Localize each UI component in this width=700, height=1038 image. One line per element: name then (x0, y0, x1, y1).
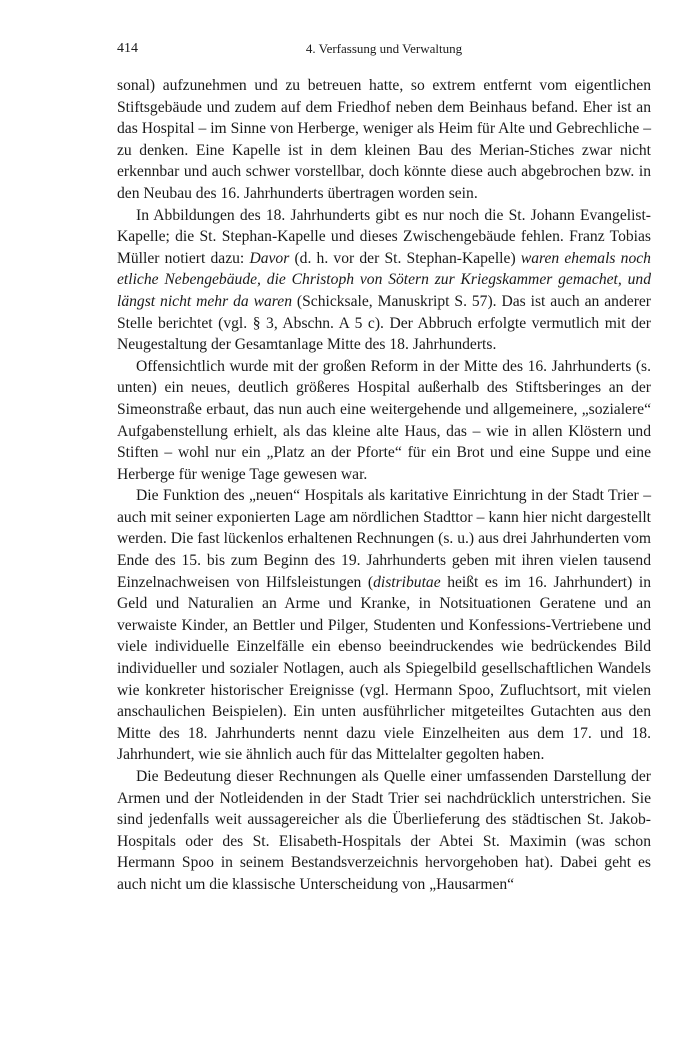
text-segment: heißt es im 16. Jahrhundert) in Geld und Naturalien an Arme und Kranke, in Notsituationen Geratene und an verwaiste Kinder, an Bettler und Pilger, Studenten und Konfessions-Vertriebene und viele individuelle Einzelfälle ein ebenso beeindruckendes wie bedrückendes Bild individueller und sozialer Notlagen, auch als Spiegelbild gesellschaftlichen Wandels wie konkreter historischer Ereignisse (vgl. Hermann Spoo, Zufluchtsort, mit vielen anschaulichen Beispielen). Ein unten ausführlicher mitgeteiltes Gutachten aus den Mitte des 18. Jahrhunderts nennt dazu viele Einzelheiten aus dem 17. und 18. Jahrhundert, wie sie ähnlich auch für das Mittelalter gegolten haben. (117, 573, 651, 764)
italic-quote: Davor (249, 249, 290, 267)
book-page (117, 38, 651, 896)
text-segment: (d. h. vor der St. Stephan-Kapelle) (289, 249, 521, 267)
paragraph (117, 205, 651, 356)
body-text (117, 75, 651, 896)
paragraph (117, 356, 651, 486)
text-segment: Die Funktion des „neuen“ Hospitals als karitative Einrichtung in der Stadt Trier – auch mit seiner exponierten Lage am nördlichen Stadttor – kann hier nicht dargestellt werden. Die fast lückenlos erhaltenen Rechnungen (s. u.) aus drei Jahrhunderten vom Ende des 15. bis zum Beginn des 19. Jahrhunderts geben mit ihren vielen tausend Einzelnachweisen von Hilfsleistungen ( (117, 487, 651, 591)
text-segment: In Abbildungen des 18. Jahrhunderts gibt es nur noch die St. Johann Evangelist-Kapelle; die St. Stephan-Kapelle und dieses Zwischengebäude fehlen. Franz Tobias Müller notiert dazu: (117, 206, 651, 267)
paragraph (117, 766, 651, 896)
text-segment: Offensichtlich wurde mit der großen Reform in der Mitte des 16. Jahrhunderts (s. unten) ein neues, deutlich größeres Hospital außerhalb des Stiftsberinges an der Simeonstraße erbaut, das nun auch eine weitergehende und allgemeinere, „sozialere“ Aufgabenstellung erhielt, als das kleine alte Haus, das – wie in allen Klöstern und Stiften – wohl nur ein „Platz an der Pforte“ für ein Brot und eine Suppe und eine Herberge für wenige Tage gewesen war. (117, 357, 651, 483)
italic-quote: waren ehemals noch etliche Nebengebäude, die Christoph von Sötern zur Kriegskammer gemachet, und längst nicht mehr da waren (117, 249, 651, 310)
text-segment: sonal) aufzunehmen und zu betreuen hatte, so extrem entfernt vom eigentlichen Stiftsgebäude und zudem auf dem Friedhof neben dem Beinhaus befand. Eher ist an das Hospital – im Sinne von Herberge, weniger als Heim für Alte und Gebrechliche – zu denken. Eine Kapelle ist in dem kleinen Bau des Merian-Stiches zwar nicht erkennbar und auch schwer vorstellbar, doch könnte diese auch abgebrochen bzw. in den Neubau des 16. Jahrhunderts übertragen worden sein. (117, 77, 651, 202)
chapter-title: 4. Verfassung und Verwaltung (305, 41, 463, 56)
text-segment: Die Bedeutung dieser Rechnungen als Quelle einer umfassenden Darstellung der Armen und der Notleidenden in der Stadt Trier sei nachdrücklich unterstrichen. Sie sind jedenfalls weit aussagereicher als die Überlieferung des städtischen St. Jakob-Hospitals oder des St. Elisabeth-Hospitals der Abtei St. Maximin (was schon Hermann Spoo in seinem Bestandsverzeichnis hervorgehoben hat). Dabei geht es auch nicht um die klassische Unterscheidung von „Hausarmen“ (117, 768, 651, 893)
page-number: 414 (117, 41, 138, 56)
italic-quote: distributae (373, 573, 441, 591)
paragraph (117, 485, 651, 766)
running-head (117, 38, 651, 60)
paragraph (117, 75, 651, 205)
text-segment: (Schicksale, Manuskript S. 57). Das ist auch an anderer Stelle berichtet (vgl. § 3, Abschn. A 5 c). Der Abbruch erfolgte vermutlich mit der Neugestaltung der Gesamtanlage Mitte des 18. Jahrhunderts. (117, 292, 651, 354)
